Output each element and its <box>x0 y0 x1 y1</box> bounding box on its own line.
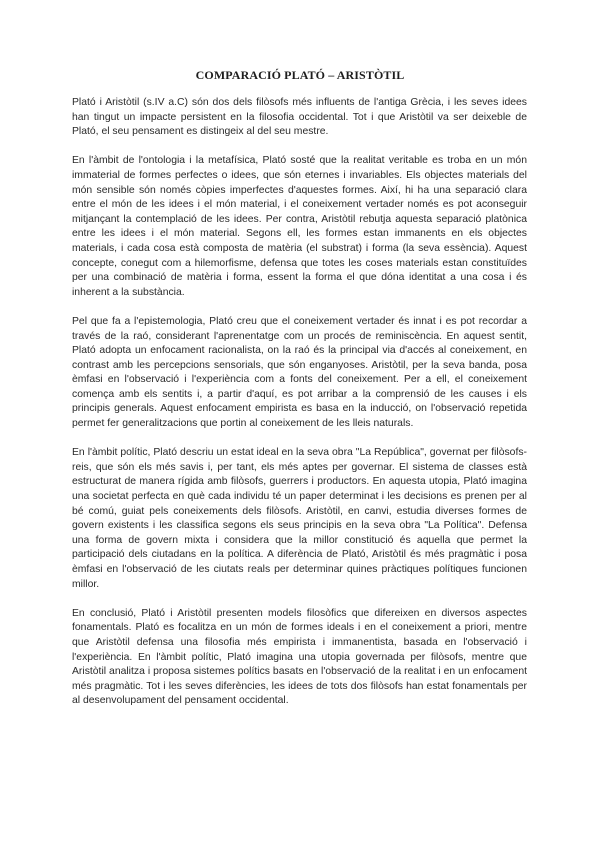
document-body <box>72 96 527 724</box>
document-title: COMPARACIÓ PLATÓ – ARISTÒTIL <box>195 68 405 82</box>
paragraph-ontology-metaphysics: En l'àmbit de l'ontologia i la metafísica, Plató sosté que la realitat veritable es troba en un món immaterial de formes perfectes o idees, que són eternes i invariables. Els objectes materials del món sensible són només còpies imperfectes d'aquestes formes. Així, hi ha una separació clara entre el món de les idees i el món material, i el coneixement vertader només es pot aconseguir mitjançant la contemplació de les idees. Per contra, Aristòtil rebutja aquesta separació platònica entre les idees i el món material. Segons ell, les formes estan immanents en els objectes materials, i cada cosa està composta de matèria (el substrat) i forma (la seva essència). Aquest concepte, conegut com a hilemorfisme, defensa que totes les coses materials estan constituïdes per una combinació de matèria i forma, essent la forma el que dóna identitat a una cosa i és inherent a la substància. <box>72 155 527 298</box>
paragraph-politics: En l'àmbit polític, Plató descriu un estat ideal en la seva obra "La República", governat per filòsofs-reis, que són els més savis i, per tant, els més aptes per governar. El sistema de classes està estructurat de manera rígida amb filòsofs, guerrers i productors. En aquesta utopia, Plató imagina una societat perfecta en què cada individu té un paper determinat i les decisions es prenen per al bé comú, guiat pels coneixements dels filòsofs. Aristòtil, en canvi, estudia diverses formes de govern existents i les classifica segons els seus principis en la seva obra "La Política". Defensa una forma de govern mixta i considera que la millor constitució és aquella que permet la participació dels ciutadans en la política. A diferència de Plató, Aristòtil és més pragmàtic i posa èmfasi en l'observació de les ciutats reals per determinar quines pràctiques polítiques funcionen millor. <box>72 447 527 590</box>
paragraph-conclusion: En conclusió, Plató i Aristòtil presenten models filosòfics que difereixen en diversos aspectes fonamentals. Plató es focalitza en un món de formes ideals i en el coneixement a priori, mentre que Aristòtil defensa una filosofia més empirista i immanentista, basada en l'observació i l'experiència. En l'àmbit polític, Plató imagina una utopia governada per filòsofs, mentre que Aristòtil analitza i proposa sistemes polítics basats en l'observació de la realitat i en un enfocament més pragmàtic. Tot i les seves diferències, les idees de tots dos filòsofs han estat fonamentals per al desenvolupament del pensament occidental. <box>72 607 527 707</box>
paragraph-introduction: Plató i Aristòtil (s.IV a.C) són dos dels filòsofs més influents de l'antiga Grècia, i les seves idees han tingut un impacte persistent en la filosofia occidental. Tot i que Aristòtil va ser deixeble de Plató, el seu pensament es distingeix al del seu mestre. <box>72 97 527 138</box>
paragraph-epistemology: Pel que fa a l'epistemologia, Plató creu que el coneixement vertader és innat i es pot recordar a través de la raó, considerant l'aprenentatge com un procés de reminiscència. En aquest sentit, Plató adopta un enfocament racionalista, on la raó és la principal via d'accés al coneixement, en contrast amb les percepcions sensorials, que són enganyoses. Aristòtil, per la seva banda, posa èmfasi en l'observació i l'experiència com a fonts del coneixement. Per a ell, el coneixement comença amb els sentits i, a partir d'aquí, es pot arribar a la comprensió de les causes i els principis generals. Aquest enfocament empirista es basa en la inducció, on l'observació repetida permet fer generalitzacions que portin al coneixement de les lleis naturals. <box>72 315 527 430</box>
